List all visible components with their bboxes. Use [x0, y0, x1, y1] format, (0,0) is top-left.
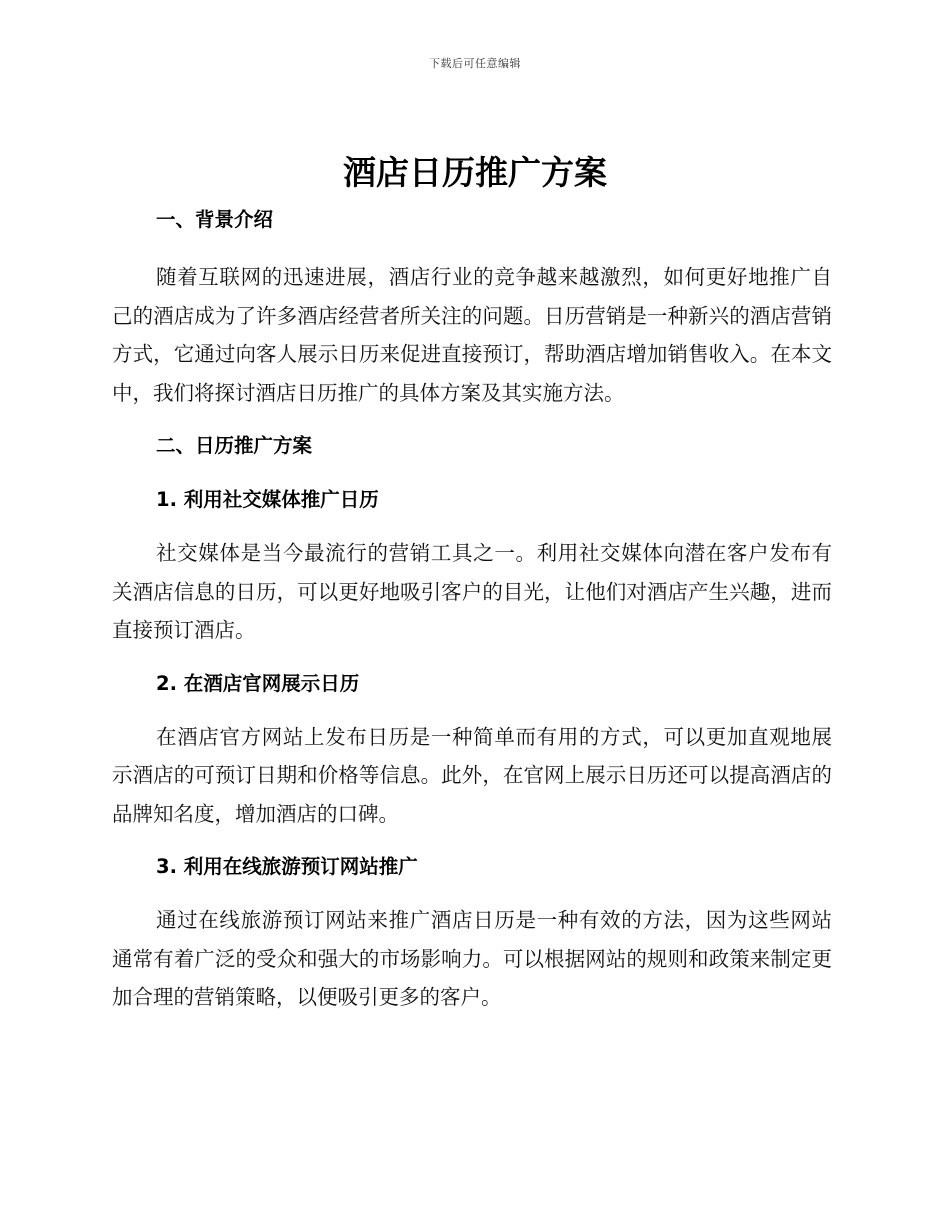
- paragraph-social-media: 社交媒体是当今最流行的营销工具之一。利用社交媒体向潜在客户发布有关酒店信息的日历，可以更好地吸引客户的目光，让他们对酒店产生兴趣，进而直接预订酒店。: [112, 541, 832, 642]
- paragraph-online-travel: 通过在线旅游预订网站来推广酒店日历是一种有效的方法，因为这些网站通常有着广泛的受众和强大的市场影响力。可以根据网站的规则和政策来制定更加合理的营销策略，以便吸引更多的客户。: [112, 908, 832, 1009]
- item-heading-social-media: 1. 利用社交媒体推广日历: [156, 488, 379, 511]
- document-title: 酒店日历推广方案: [343, 153, 607, 192]
- document-body: [112, 200, 832, 1017]
- paragraph-official-site: 在酒店官方网站上发布日历是一种简单而有用的方式，可以更加直观地展示酒店的可预订日期和价格等信息。此外，在官网上展示日历还可以提高酒店的品牌知名度，增加酒店的口碑。: [112, 724, 832, 826]
- item-heading-online-travel: 3. 利用在线旅游预订网站推广: [156, 855, 418, 878]
- section-heading-plan: 二、日历推广方案: [156, 434, 313, 457]
- section-heading-background: 一、背景介绍: [156, 208, 274, 231]
- paragraph-background: 随着互联网的迅速进展，酒店行业的竞争越来越激烈，如何更好地推广自己的酒店成为了许多酒店经营者所关注的问题。日历营销是一种新兴的酒店营销方式，它通过向客人展示日历来促进直接预订，帮助酒店增加销售收入。在本文中，我们将探讨酒店日历推广的具体方案及其实施方法。: [112, 265, 832, 405]
- item-heading-official-site: 2. 在酒店官网展示日历: [156, 671, 360, 695]
- page-header: 下载后可任意编辑: [429, 57, 521, 70]
